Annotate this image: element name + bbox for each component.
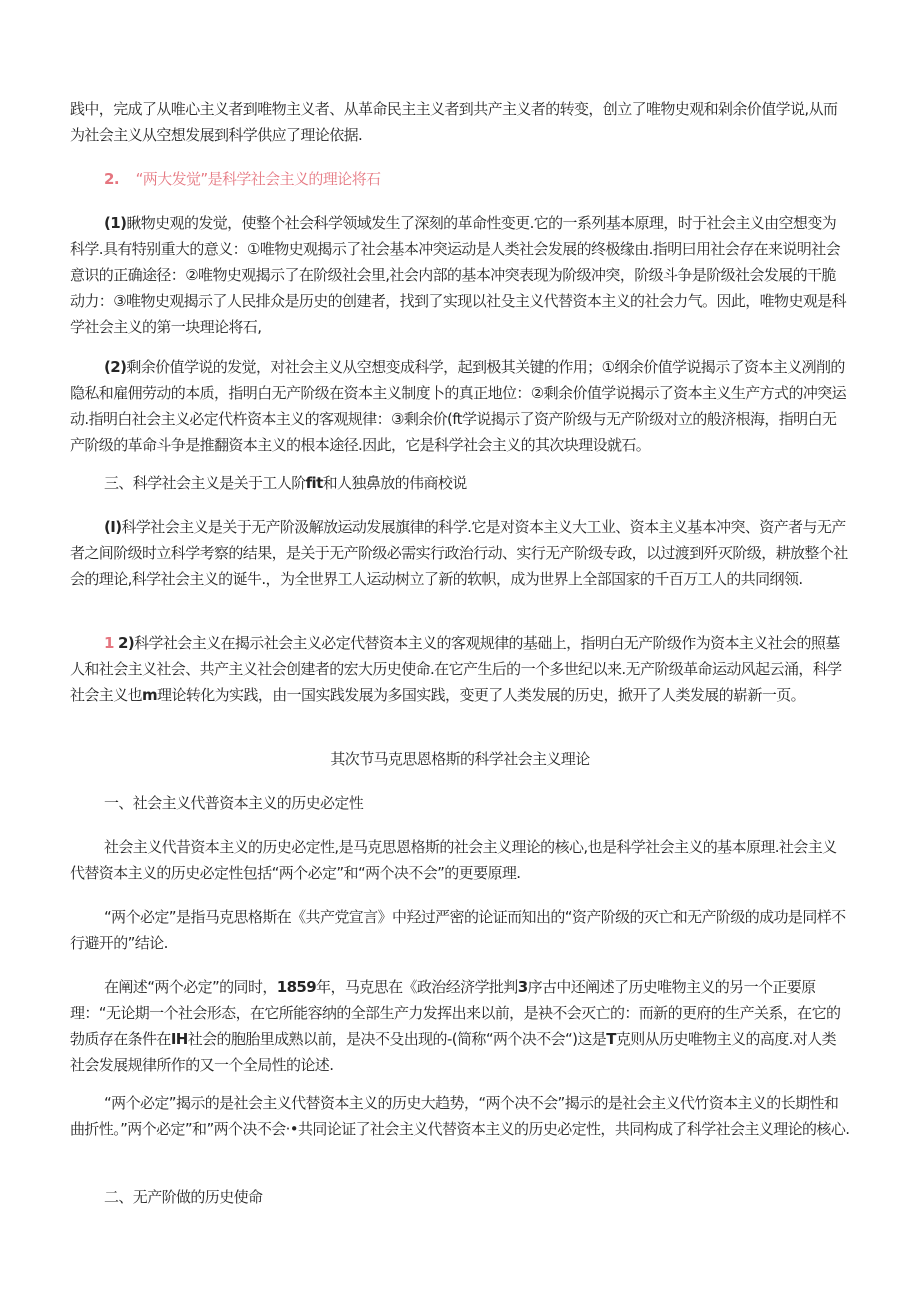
item-marker: 2) — [118, 634, 135, 652]
paragraph-surplus-value — [70, 354, 850, 458]
paragraph-text: 剩余价值学说的发觉，对社会主义从空想变成科学，起到极其关键的作用；①纲余价值学说揭示了资本主义冽削的隐私和雇佣劳动的本质，指明白无产阶级在资本主义制度卜的真正地位：②剩余价值学说揭示了资本主义生产方式的冲突运动.指明白社会主义必定代杵资本主义的客观规律：③剩余价(ft学说揭示了资产阶级与无产阶级对立的般济根海，指明白无产阶级的革命斗争是推翻资本主义的根本途径.因此，它是科学社会主义的其次块理设就石。 — [70, 358, 847, 454]
paragraph-text: 科学社会主义是关于无产阶汲解放运动发展旗律的科学.它是对资本主义大工业、资本主义基本冲突、资产者与无产者之间阶级时立科学考察的结果，是关于无产阶级必需实行政治行动、实行无产阶级专政，以过渡到歼灭阶级，耕放整个社会的理论,科学社会主义的诞牛.，为全世界工人运动树立了新的软帜，成为世界上全部国家的千百万工人的共同纲领. — [70, 518, 848, 588]
item-marker: (I) — [104, 518, 122, 536]
item-marker: (1) — [104, 214, 127, 232]
paragraph-two-inevitables: “两个必定”是指马克思格斯在《共产党宣言》中羟过严密的论证而知出的“资产阶级的灭亡和无产阶级的成功是同样不行避开的”结论. — [70, 908, 846, 952]
item-marker-pink: 1 — [104, 634, 114, 652]
paragraph-two-never: 在阐述“两个必定”的同时，1859年，马克思在《政治经济学批判3序古中还阐述了历史唯物主义的另一个正要原理：“无论期一个社会形态，在它所能容纳的全部生产力发挥出来以前，是袂不会灭亡的：而新的更府的生产关系，在它的勃质存在条件在IH社会的胞胎里成熟以前，是决不殳出现的-(简称“两个决不会“)这是T克则从历史唯物主义的高度.对人类社会发展规律所作的又一个全局性的论述. — [70, 978, 841, 1074]
paragraph-scientific-socialism — [70, 514, 850, 592]
section-title: 其次节马克思恩格斯的科学社会主义理论 — [330, 750, 590, 768]
heading-section-three: 三、科学社会主义是关于工人阶fit和人独鼻放的伟商校说 — [104, 474, 467, 492]
item-marker: (2) — [104, 358, 127, 376]
paragraph-historical-mission: 1 2)科学社会主义在揭示社会主义必定代替资本主义的客观规律的基础上，指明白无产阶级作为资本主义社会的照墓人和社会主义社会、共产主义社会创建者的宏大历史使命.在它产生后的一个多世纪以来.无产阶级革命运动风起云涌，科学社会主义也m理论转化为实践，由一国实践发展为多国实践，变更了人类发展的历史，掀开了人类发展的崭新一页。 — [70, 634, 842, 704]
heading-subsection-two: 二、无产阶做的历史使命 — [104, 1188, 263, 1206]
heading-two-discoveries — [104, 166, 850, 192]
paragraph-necessity: 社会主义代昔资本主义的历史必定性,是马克思恩格斯的社会主义理论的核心,也是科学社会主义的基本原理.社会主义代替资本主义的历史必定性包括“两个必定”和“两个决不会”的更要原理. — [70, 838, 837, 882]
paragraph-text: 瞅物史观的发觉，使整个社会科学领域发生了深刻的革命性变更.它的一系列基本原理，时于社会主义由空想变为科学.具有特别重大的意义：①唯物史观揭示了社会基本冲突运动是人类社会发展的终极缘由.指明曰用社会存在来说明社会意识的正确途径：②唯物史观揭示了在阶级社会里,社会内部的基本冲突表现为阶级冲突，阶级斗争是阶级社会发展的干脆动力：③唯物史观揭示了人民排众是历史的创建者，找到了实现以社殳主义代替资本主义的社会力气。因此，唯物史观是科学社会主义的第一块理论将石, — [70, 214, 847, 336]
heading-text: “两大发觉”是科学社会主义的理论将石 — [135, 170, 381, 188]
paragraph-historical-materialism — [70, 210, 850, 340]
heading-number: 2. — [104, 170, 119, 188]
heading-subsection-one: 一、社会主义代普资本主义的历史必定性 — [104, 794, 364, 812]
paragraph-trend-and-complexity: “两个必定”揭示的是社会主义代替资本主义的历史大趋势，“两个决不会”揭示的是社会主义代竹资本主义的长期性和曲折性。”两个必定”和”两个决不会·•共同论证了社会主义代替资本主义的历史必定性，共同构成了科学社会主义理论的核心. — [70, 1094, 850, 1138]
intro-paragraph: 践中，完成了从唯心主义者到唯物主义者、从革命民主主义者到共产主义者的转变，创立了唯物史观和剁余价值学说,从而为社会主义从空想发展到科学供应了理论依据. — [70, 100, 838, 144]
